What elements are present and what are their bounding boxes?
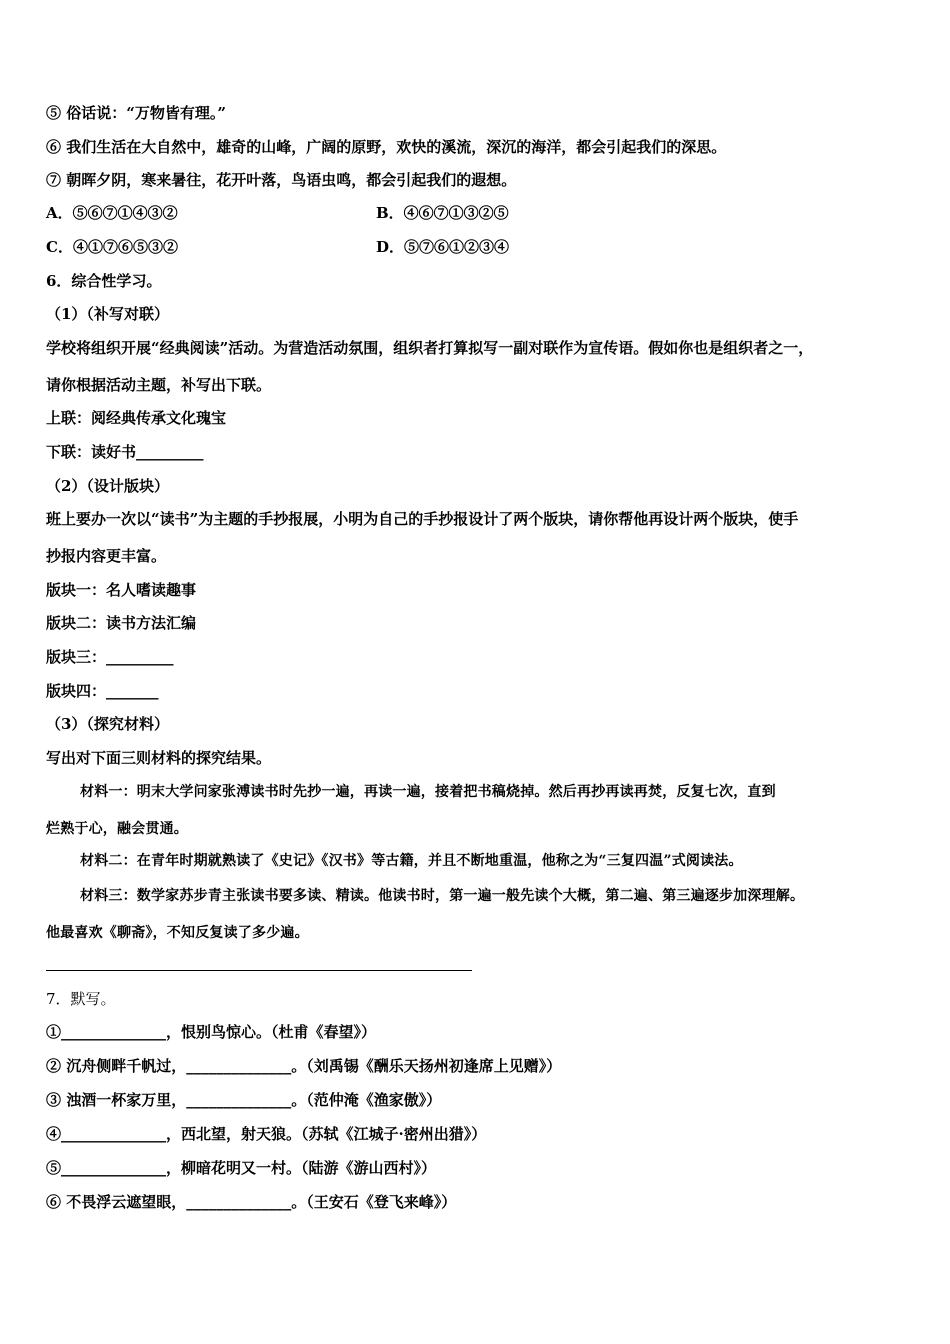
material-1-line1: 材料一：明末大学问家张溥读书时先抄一遍，再读一遍，接着把书稿烧掉。然后再抄再读再焚，反复七次，直到 (80, 784, 776, 800)
material-3-line1: 材料三：数学家苏步青主张读书要多读、精读。他读书时，第一遍一般先读个大概，第二遍、第三遍逐步加深理解。 (80, 888, 805, 904)
answer-rule (46, 970, 472, 971)
couplet-upper: 上联：阅经典传承文化瑰宝 (46, 409, 227, 427)
q6-part3-intro: 写出对下面三则材料的探究结果。 (46, 749, 272, 767)
q5-statement-5: ⑤ 俗话说：“万物皆有理。” (46, 104, 226, 122)
q6-part1-title: （1）（补写对联） (46, 305, 169, 323)
q6-part3-title: （3）（探究材料） (46, 715, 169, 733)
q6-part1-line1: 学校将组织开展“经典阅读”活动。为营造活动氛围，组织者打算拟写一副对联作为宣传语。假如你也是组织者之一， (46, 339, 814, 357)
dictation-item-5: ⑤______________，柳暗花明又一村。（陆游《游山西村》） (46, 1159, 437, 1177)
dictation-item-3: ③ 浊酒一杯家万里，______________。（范仲淹《渔家傲》） (46, 1091, 442, 1109)
section-1: 版块一：名人嗜读趣事 (46, 581, 197, 599)
section-2: 版块二：读书方法汇编 (46, 614, 197, 632)
material-1-line2: 烂熟于心，融会贯通。 (46, 821, 188, 837)
section-4: 版块四：_______ (46, 682, 159, 700)
dictation-item-4: ④______________，西北望，射天狼。（苏轼《江城子·密州出猎》） (46, 1125, 487, 1143)
q5-option-b: B．④⑥⑦①③②⑤ (376, 204, 509, 222)
q6-part2-line1: 班上要办一次以“读书”为主题的手抄报展，小明为自己的手抄报设计了两个版块，请你帮他再设计两个版块，使手 (46, 510, 799, 528)
q5-statement-6: ⑥ 我们生活在大自然中，雄奇的山峰，广阔的原野，欢快的溪流，深沉的海洋，都会引起我们的深思。 (46, 138, 727, 156)
q5-option-d: D．⑤⑦⑥①②③④ (376, 238, 510, 256)
dictation-item-2: ② 沉舟侧畔千帆过，______________。（刘禹锡《酬乐天扬州初逢席上见赠》） (46, 1057, 562, 1075)
material-3-line2: 他最喜欢《聊斋》，不知反复读了多少遍。 (46, 925, 309, 941)
q5-statement-7: ⑦ 朝晖夕阴，寒来暑往，花开叶落，鸟语虫鸣，都会引起我们的遐想。 (46, 171, 517, 189)
section-3: 版块三：_________ (46, 648, 174, 666)
q7-title: 7．默写。 (46, 990, 116, 1008)
dictation-item-6: ⑥ 不畏浮云遮望眼，______________。（王安石《登飞来峰》） (46, 1193, 457, 1211)
material-2: 材料二：在青年时期就熟读了《史记》《汉书》等古籍，并且不断地重温，他称之为“三复四温”式阅读法。 (80, 853, 743, 869)
couplet-lower: 下联：读好书_________ (46, 443, 204, 461)
q6-title: 6．综合性学习。 (46, 272, 162, 290)
q5-option-c: C．④①⑦⑥⑤③② (46, 238, 178, 256)
q6-part2-title: （2）（设计版块） (46, 477, 169, 495)
q6-part1-line2: 请你根据活动主题，补写出下联。 (46, 376, 272, 394)
dictation-item-1: ①______________，恨别鸟惊心。（杜甫《春望》） (46, 1023, 377, 1041)
q6-part2-line2: 抄报内容更丰富。 (46, 547, 167, 565)
q5-option-a: A．⑤⑥⑦①④③② (46, 204, 178, 222)
